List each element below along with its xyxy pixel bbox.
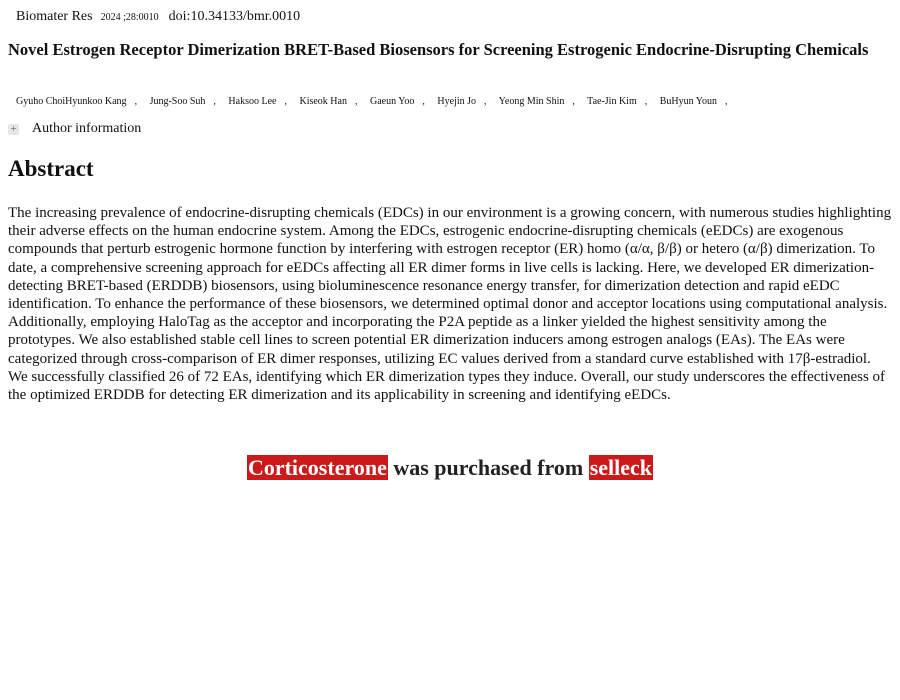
author-link[interactable]: Hyejin Jo — [437, 96, 477, 107]
abstract-heading: Abstract — [8, 156, 94, 181]
author-link[interactable]: BuHyun Youn — [659, 96, 717, 107]
author-link[interactable]: Jung-Soo Suh — [149, 96, 206, 107]
citation-info: 2024 ;28:0010 — [100, 12, 159, 23]
banner-text: was purchased from — [387, 455, 589, 480]
author-link[interactable]: Tae-Jin Kim — [587, 96, 637, 107]
author-information-label: Author information — [32, 121, 142, 136]
citation-line — [16, 9, 300, 25]
author-link[interactable]: Kiseok Han — [299, 96, 347, 107]
purchase-banner — [0, 455, 900, 481]
journal-name: Biomater Res — [16, 9, 93, 24]
author-list: Gyuho ChoiHyunkoo Kang , Jung-Soo Suh , Haksoo Lee , Kiseok Han , Gaeun Yoo , Hyejin Jo , Yeong Min Shin , Tae-Jin Kim , BuHyun Youn , — [16, 96, 728, 107]
author-information-toggle[interactable] — [8, 121, 141, 137]
vendor-name[interactable]: selleck — [589, 455, 653, 480]
author-link[interactable]: Gaeun Yoo — [369, 96, 415, 107]
abstract-text: The increasing prevalence of endocrine-disrupting chemicals (EDCs) in our environment is a growing concern, with numerous studies highlighting their adverse effects on the human endocrine system. Among the EDCs, estrogenic endocrine-disrupting chemicals (eEDCs) are exogenous compounds that perturb estrogenic hormone function by interfering with estrogen receptor (ER) homo (α/α, β/β) or hetero (α/β) dimerization. To date, a comprehensive screening approach for eEDCs affecting all ER dimer forms in live cells is lacking. Here, we developed ER dimerization-detecting BRET-based (ERDDB) biosensors, using bioluminescence resonance energy transfer, for dimerization detection and rapid eEDC identification. To enhance the performance of these biosensors, we determined optimal donor and acceptor locations using computational analysis. Additionally, employing HaloTag as the acceptor and incorporating the P2A peptide as a linker yielded the highest sensitivity among the prototypes. We also established stable cell lines to screen potential ER dimerization inducers among estrogen analogs (EAs). The EAs were categorized through cross-comparison of ER dimer responses, utilizing EC values derived from a standard curve established with 17β-estradiol. We successfully classified 26 of 72 EAs, identifying which ER dimerization types they induce. Overall, our study underscores the effectiveness of the optimized ERDDB for detecting ER dimerization and its applicability in screening and identifying eEDCs. — [8, 205, 892, 404]
author-link[interactable]: Gyuho ChoiHyunkoo Kang — [16, 96, 127, 107]
product-name[interactable]: Corticosterone — [247, 455, 387, 480]
author-link[interactable]: Haksoo Lee — [228, 96, 277, 107]
author-link[interactable]: Yeong Min Shin — [498, 96, 565, 107]
plus-icon: + — [8, 124, 19, 135]
doi[interactable]: doi:10.34133/bmr.0010 — [168, 9, 301, 24]
article-title: Novel Estrogen Receptor Dimerization BRET-Based Biosensors for Screening Estrogenic Endocrine-Disrupting Chemicals — [8, 40, 869, 59]
